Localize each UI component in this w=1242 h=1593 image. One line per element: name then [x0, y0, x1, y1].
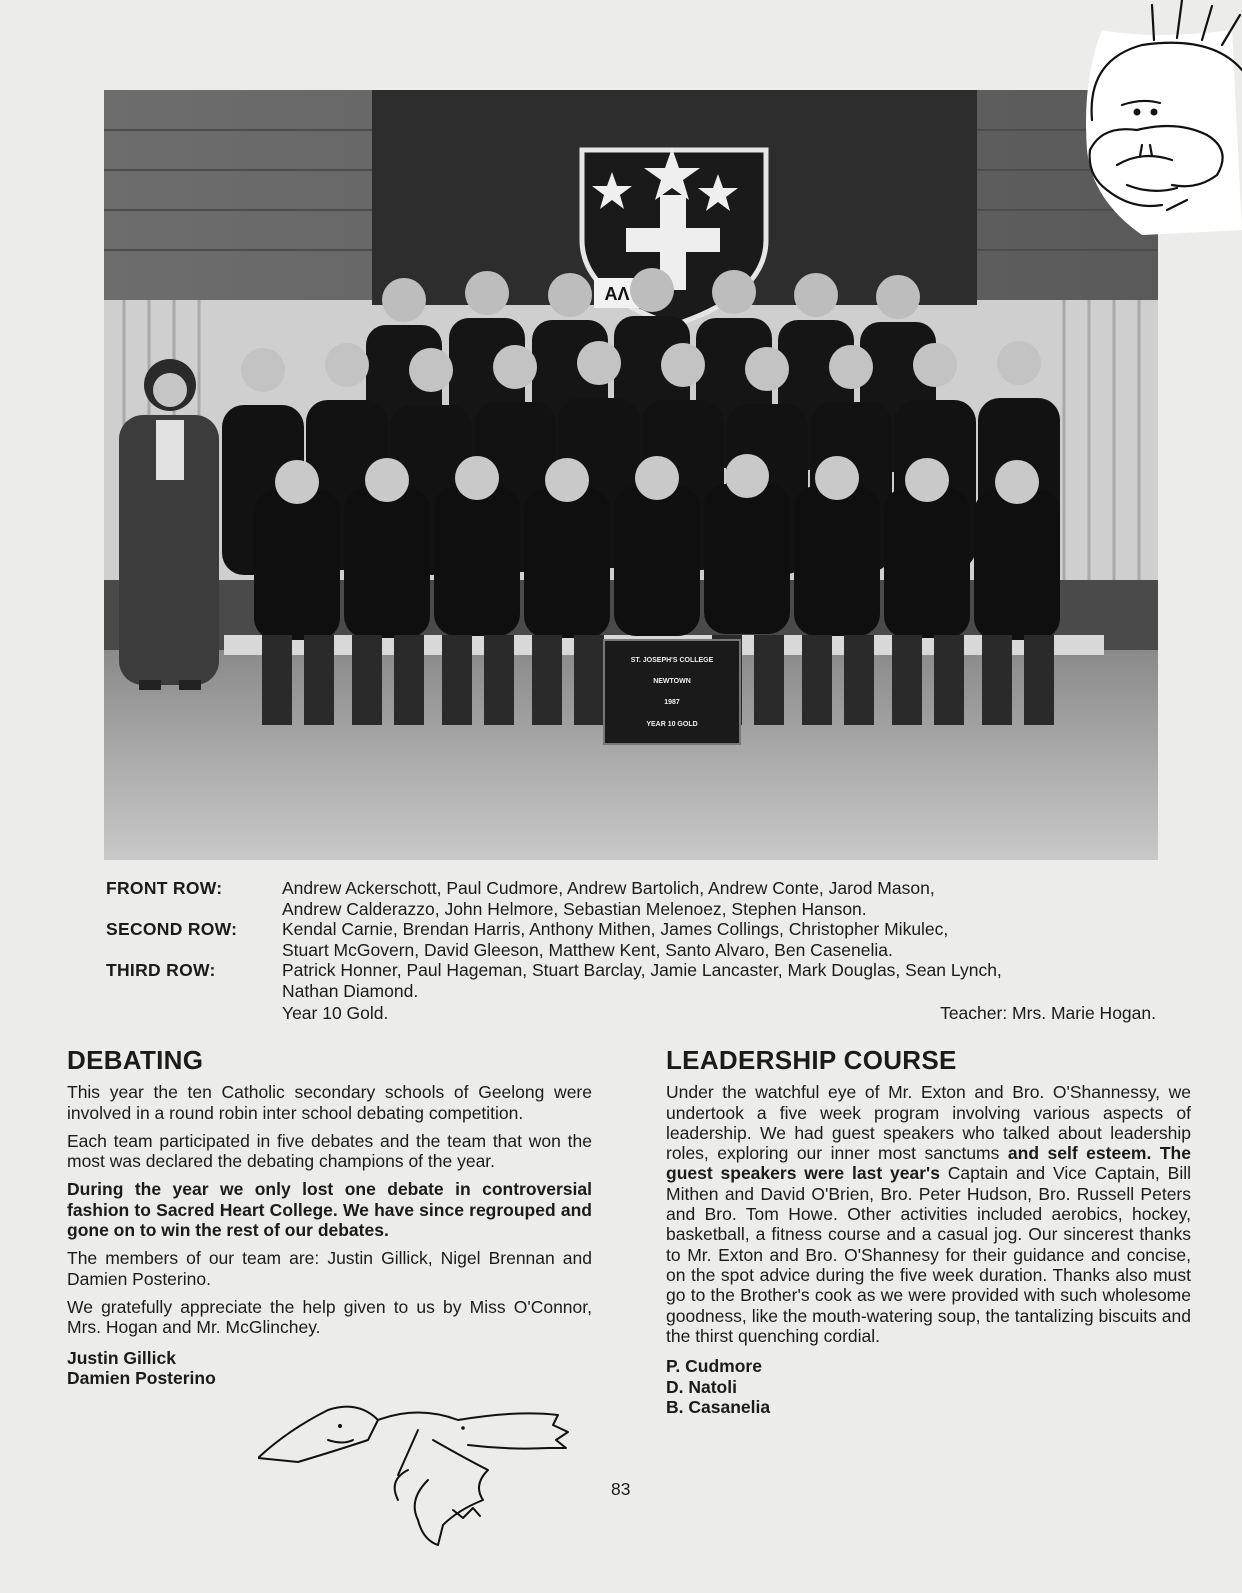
- photo-captions: [106, 878, 1156, 1024]
- third-row-names-2: Nathan Diamond.: [282, 980, 419, 1001]
- leadership-author-3: B. Casanelia: [666, 1397, 771, 1418]
- bird-doodle-icon: [258, 1400, 578, 1550]
- duck-cartoon-icon: [1082, 0, 1242, 245]
- sign-line-1: ST. JOSEPH'S COLLEGE: [630, 657, 714, 664]
- front-row-label: FRONT ROW:: [106, 878, 223, 898]
- leadership-heading: LEADERSHIP COURSE: [666, 1045, 957, 1075]
- third-row-label: THIRD ROW:: [106, 960, 216, 980]
- third-row-names-1: Patrick Honner, Paul Hageman, Stuart Barclay, Jamie Lancaster, Mark Douglas, Sean Lynch,: [282, 960, 1002, 980]
- second-row-names-1: Kendal Carnie, Brendan Harris, Anthony Mithen, James Collings, Christopher Mikulec,: [282, 919, 949, 939]
- debating-paragraph-5: We gratefully appreciate the help given to us by Miss O'Connor, Mrs. Hogan and Mr. McGlinchey.: [67, 1296, 592, 1338]
- leadership-paragraph: [666, 1082, 1191, 1346]
- debating-paragraph-4: The members of our team are: Justin Gillick, Nigel Brennan and Damien Posterino.: [67, 1248, 592, 1289]
- leadership-text-c: Captain and Vice Captain, Bill Mithen and David O'Brien, Bro. Peter Hudson, Bro. Russell Peters and Bro. Tom Howe. Other activities included aerobics, hockey, basketball, a fitness course and a casual jog. Our sincerest thanks to Mr. Exton and Bro. O'Shannesy for their guidance and concise, on the spot advice during the five week duration. Thanks also must go to the Brother's cook as we were provided with such wholesome goodness, like the mouth-watering soup, the tantalizing biscuits and the thirst quenching cordial.: [666, 1163, 1191, 1346]
- debating-paragraph-3: During the year we only lost one debate in controversial fashion to Sacred Heart College. We have since regrouped and gone on to win the rest of our debates.: [67, 1179, 592, 1241]
- debating-signature: [67, 1348, 592, 1389]
- page-number: 83: [611, 1479, 631, 1499]
- sign-line-3: 1987: [664, 699, 680, 706]
- front-row-caption: [106, 878, 1156, 919]
- leadership-article: [666, 1045, 1191, 1418]
- teacher-name: Teacher: Mrs. Marie Hogan.: [940, 1003, 1156, 1023]
- debating-author-1: Justin Gillick: [67, 1347, 176, 1368]
- class-name: Year 10 Gold.: [282, 1003, 389, 1023]
- sign-line-2: NEWTOWN: [653, 678, 691, 685]
- banner-text: AΛ: [604, 284, 630, 304]
- second-row-names-2: Stuart McGovern, David Gleeson, Matthew Kent, Santo Alvaro, Ben Casenelia.: [282, 939, 893, 960]
- front-row-names-1: Andrew Ackerschott, Paul Cudmore, Andrew Bartolich, Andrew Conte, Jarod Mason,: [282, 878, 935, 898]
- second-row-label: SECOND ROW:: [106, 919, 238, 939]
- leadership-author-2: D. Natoli: [666, 1376, 737, 1397]
- debating-author-2: Damien Posterino: [67, 1368, 216, 1389]
- class-photo: [104, 90, 1158, 860]
- debating-article: [67, 1045, 592, 1389]
- debating-paragraph-1: This year the ten Catholic secondary schools of Geelong were involved in a round robin inter school debating competition.: [67, 1082, 592, 1123]
- debating-paragraph-2: Each team participated in five debates and the team that won the most was declared the debating champions of the year.: [67, 1130, 592, 1172]
- front-row-names-2: Andrew Calderazzo, John Helmore, Sebastian Melenoez, Stephen Hanson.: [282, 898, 867, 919]
- leadership-text-b: and self esteem. The guest speakers were last year's: [666, 1143, 1191, 1184]
- debating-heading: DEBATING: [67, 1045, 204, 1075]
- leadership-text-a: Under the watchful eye of Mr. Exton and Bro. O'Shannessy, we undertook a five week program involving various aspects of leadership. We had guest speakers who talked about leadership roles, exploring our inner most sanctums: [666, 1082, 1191, 1164]
- third-row-caption: [106, 960, 1156, 1001]
- leadership-author-1: P. Cudmore: [666, 1356, 762, 1377]
- second-row-caption: [106, 919, 1156, 960]
- leadership-signature: [666, 1356, 1191, 1418]
- sign-line-4: YEAR 10 GOLD: [646, 721, 698, 728]
